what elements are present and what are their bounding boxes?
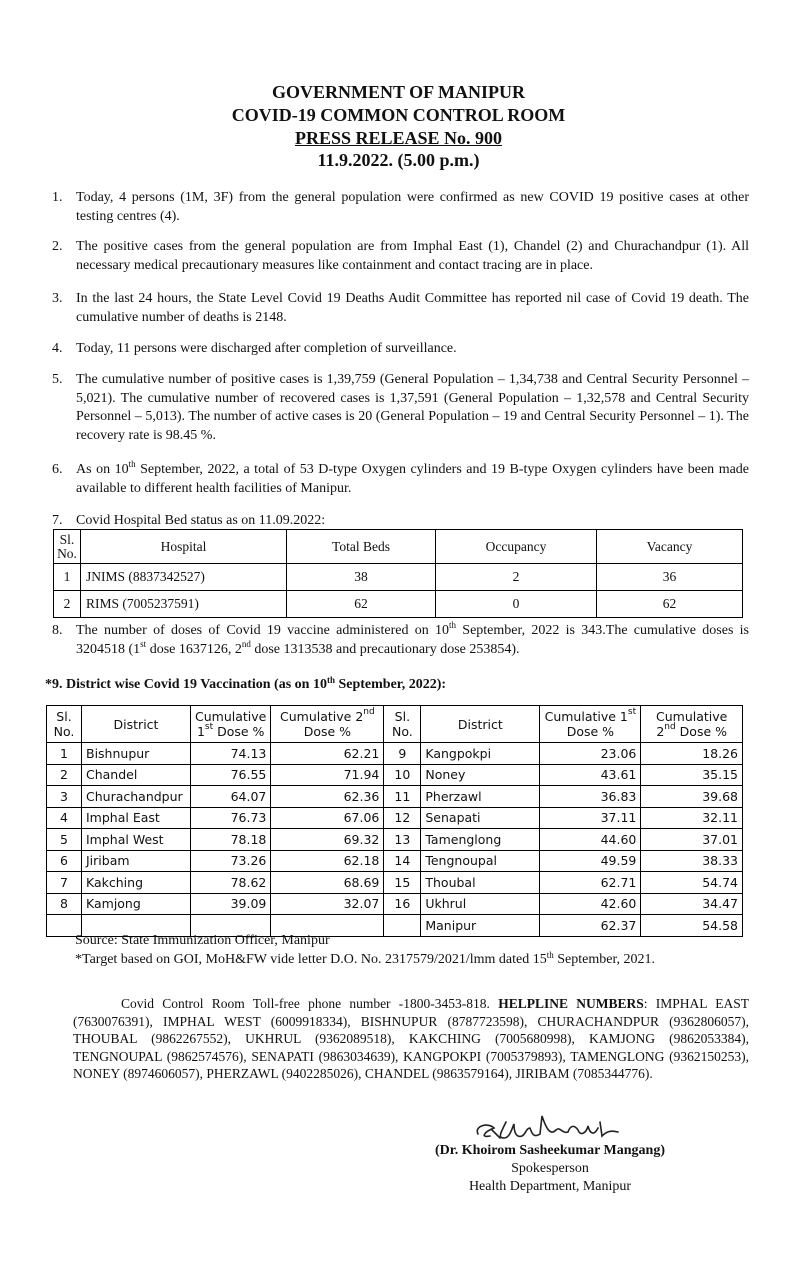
cell: 49.59 [540,850,641,872]
cell: 1 [47,743,82,765]
cell: 73.26 [191,850,271,872]
cell: 4 [47,807,82,829]
col-sl: Sl. No. [54,530,81,564]
cell: 14 [384,850,421,872]
vaccination-heading: *9. District wise Covid 19 Vaccination (as on 10th September, 2022): [45,675,447,692]
cell: Tamenglong [421,829,540,851]
target-note: *Target based on GOI, MoH&FW vide letter D.O. No. 2317579/2021/lmm dated 15th September, 2021. [75,950,656,967]
cell: 74.13 [191,743,271,765]
cell: 62.71 [540,872,641,894]
cell: Thoubal [421,872,540,894]
table-row [47,829,743,851]
signatory-role: Spokesperson [511,1161,589,1176]
cell: Bishnupur [82,743,191,765]
cell: 23.06 [540,743,641,765]
cell: 7 [47,872,82,894]
cell: Kakching [82,872,191,894]
cell: 78.18 [191,829,271,851]
col-cum-1st-2: Cumulative 1st Dose % [540,706,641,743]
table-row [47,764,743,786]
item-6: 6. As on 10th September, 2022, a total of 53 D-type Oxygen cylinders and 19 B-type Oxygen cylinders have been made available to different health facilities of Manipur. [52,459,750,496]
cell: 5 [47,829,82,851]
bed-status-table [53,529,743,618]
cell: 62.18 [271,850,384,872]
press-release-number: PRESS RELEASE No. 900 [294,128,503,148]
col-total-beds: Total Beds [287,530,436,564]
cell: RIMS (7005237591) [81,591,287,618]
col-district-2: District [421,706,540,743]
cell: 68.69 [271,872,384,894]
cell: Kangpokpi [421,743,540,765]
cell: 1 [54,564,81,591]
cell: 10 [384,764,421,786]
cell: Senapati [421,807,540,829]
col-cum-2nd: Cumulative 2nd Dose % [271,706,384,743]
item-8: 8. The number of doses of Covid 19 vaccine administered on 10th September, 2022 is 343.The cumulative doses is 3204518 (1st dose 1637126, 2nd dose 1313538 and precautionary dose 253854). [52,620,749,657]
table-row [47,850,743,872]
cell: 9 [384,743,421,765]
col-cum-2nd-2: Cumulative 2nd Dose % [641,706,743,743]
cell: 54.58 [641,915,743,937]
cell: Kamjong [82,893,191,915]
item-1: 1. Today, 4 persons (1M, 3F) from the general population were confirmed as new COVID 19 positive cases at other testing centres (4). [52,190,749,224]
cell: 38 [287,564,436,591]
cell: 2 [54,591,81,618]
cell: Churachandpur [82,786,191,808]
cell: 43.61 [540,764,641,786]
release-date: 11.9.2022. (5.00 p.m.) [317,150,480,170]
item-7: 7. Covid Hospital Bed status as on 11.09.2022: [52,513,326,528]
cell: Imphal East [82,807,191,829]
cell: 62.36 [271,786,384,808]
cell: 15 [384,872,421,894]
cell: 38.33 [641,850,743,872]
col-vacancy: Vacancy [597,530,743,564]
cell: 37.11 [540,807,641,829]
item-2: 2. The positive cases from the general population are from Imphal East (1), Chandel (2) and Churachandpur (1). All necessary medical precautionary measures like containment and contact tracing are in place. [52,239,749,273]
cell: Imphal West [82,829,191,851]
cell: Jiribam [82,850,191,872]
cell: 62.21 [271,743,384,765]
cell: 78.62 [191,872,271,894]
col-district: District [82,706,191,743]
table-header-row [54,530,743,564]
helpline-paragraph: Covid Control Room Toll-free phone number -1800-3453-818. HELPLINE NUMBERS: IMPHAL EAST (7630076391), IMPHAL WEST (6009918334), BISHNUPUR (8787723598), CHURACHANDPUR (9362806057), THOUBAL (9862267552), UKHRUL (9362089518), KAKCHING (7005680998), KAMJONG (9862053384), TENGNOUPAL (9862574576), SENAPATI (9863034639), KANGPOKPI (7005379893), TAMENGLONG (9362150253), NONEY (8974606057), PHERZAWL (9402285026), CHANDEL (9863579164), JIRIBAM (7085344776). [73,996,749,1081]
cell: 54.74 [641,872,743,894]
cell: 32.11 [641,807,743,829]
cell: 11 [384,786,421,808]
cell: 6 [47,850,82,872]
cell: 32.07 [271,893,384,915]
cell: 39.09 [191,893,271,915]
cell: 18.26 [641,743,743,765]
cell: 12 [384,807,421,829]
cell: 69.32 [271,829,384,851]
cell [384,915,421,937]
cell: 76.73 [191,807,271,829]
table-row [47,786,743,808]
cell: Ukhrul [421,893,540,915]
col-sl: Sl. No. [47,706,82,743]
col-cum-1st: Cumulative 1st Dose % [191,706,271,743]
signatory-name: (Dr. Khoirom Sasheekumar Mangang) [435,1143,665,1158]
cell: 36 [597,564,743,591]
cell: 62.37 [540,915,641,937]
cell: 0 [436,591,597,618]
col-occupancy: Occupancy [436,530,597,564]
cell: 2 [436,564,597,591]
cell: 3 [47,786,82,808]
header-title: GOVERNMENT OF MANIPUR [272,82,525,102]
signatory-dept: Health Department, Manipur [468,1179,632,1194]
cell: 35.15 [641,764,743,786]
table-row [47,743,743,765]
vaccination-table [46,705,743,937]
header-subtitle: COVID-19 COMMON CONTROL ROOM [231,105,566,125]
cell: Manipur [421,915,540,937]
table-row [47,872,743,894]
cell: 71.94 [271,764,384,786]
cell: 62 [287,591,436,618]
cell: 2 [47,764,82,786]
signature-image [470,1108,630,1144]
cell: 44.60 [540,829,641,851]
col-hospital: Hospital [81,530,287,564]
cell: 42.60 [540,893,641,915]
cell: 13 [384,829,421,851]
cell: Tengnoupal [421,850,540,872]
cell: 76.55 [191,764,271,786]
cell: 16 [384,893,421,915]
item-3: 3. In the last 24 hours, the State Level Covid 19 Deaths Audit Committee has reported nil case of Covid 19 death. The cumulative number of deaths is 2148. [52,291,749,325]
cell: Noney [421,764,540,786]
table-row [54,564,743,591]
table-header-row [47,706,743,743]
cell: 67.06 [271,807,384,829]
cell: 37.01 [641,829,743,851]
cell: 36.83 [540,786,641,808]
table-row [47,893,743,915]
source-note: Source: State Immunization Officer, Manipur [75,933,330,948]
table-row [54,591,743,618]
cell: 34.47 [641,893,743,915]
cell: Pherzawl [421,786,540,808]
cell: Chandel [82,764,191,786]
cell: 39.68 [641,786,743,808]
item-4: 4. Today, 11 persons were discharged after completion of surveillance. [52,341,457,356]
cell: 64.07 [191,786,271,808]
table-row [47,807,743,829]
cell: 8 [47,893,82,915]
col-sl-2: Sl. No. [384,706,421,743]
cell: 62 [597,591,743,618]
cell: JNIMS (8837342527) [81,564,287,591]
item-5: 5. The cumulative number of positive cases is 1,39,759 (General Population – 1,34,738 and Central Security Personnel – 5,021). The cumulative number of recovered cases is 1,37,591 (General Population – 1,32,578 and Central Security Personnel – 5,013). The number of active cases is 20 (General Population – 19 and Central Security Personnel – 1). The recovery rate is 98.45 %. [52,372,749,443]
